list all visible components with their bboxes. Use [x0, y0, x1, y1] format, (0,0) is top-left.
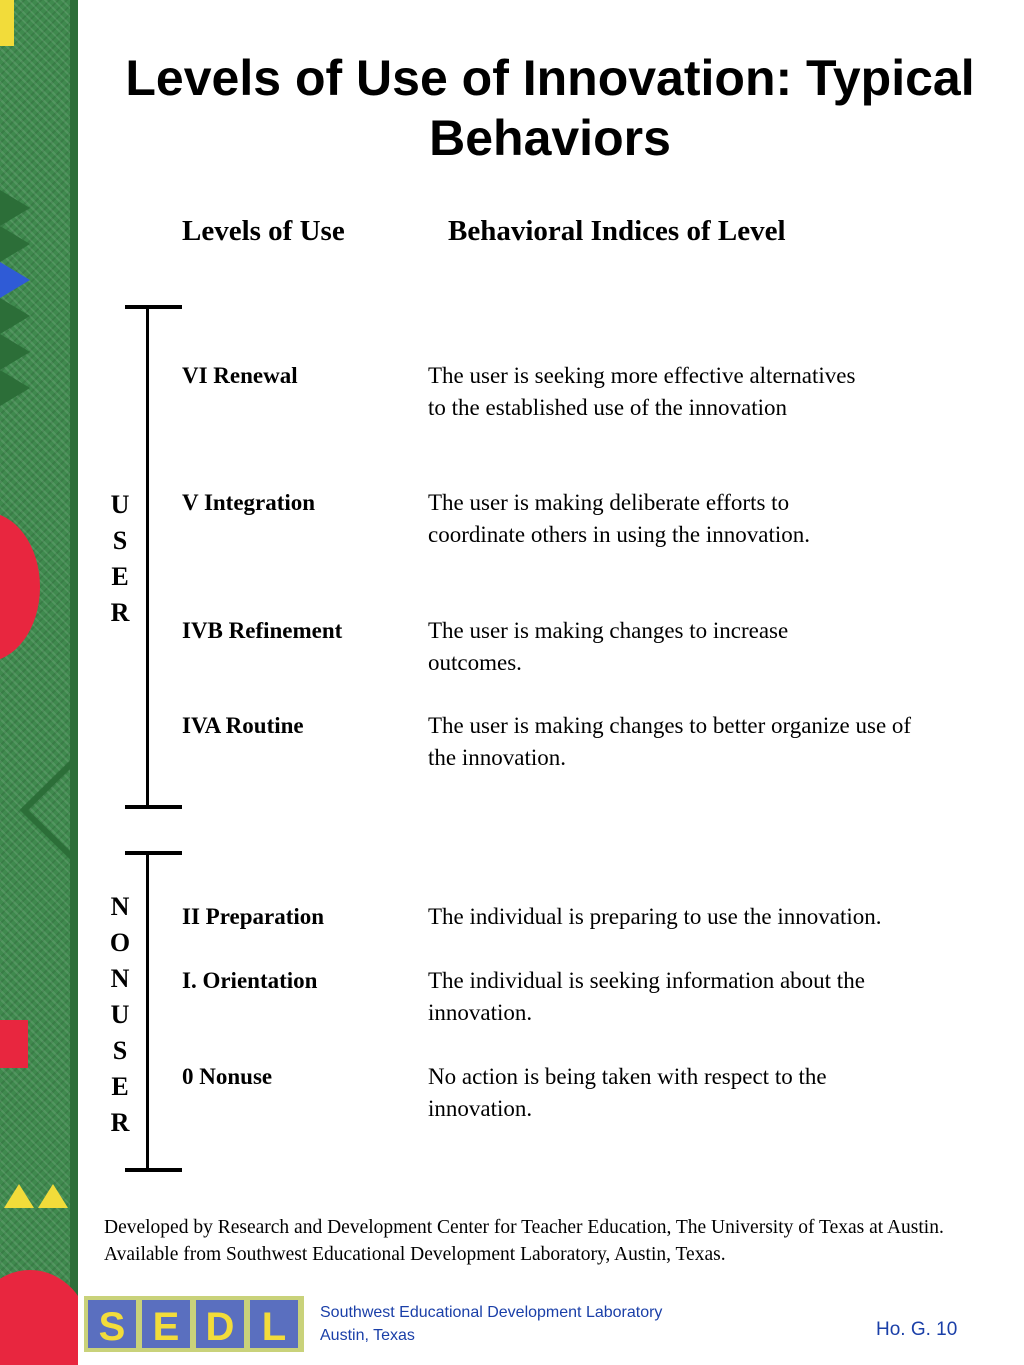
level-name-orientation: I. Orientation	[182, 968, 318, 993]
footer-organization	[320, 1301, 662, 1347]
nonuser-letter: R	[110, 1108, 130, 1137]
page-title: Levels of Use of Innovation: Typical Behaviors	[125, 50, 975, 166]
nonuser-letter: S	[112, 1036, 128, 1065]
level-name-integration: V Integration	[182, 490, 316, 515]
band-edge	[70, 0, 78, 1365]
level-name-preparation: II Preparation	[182, 904, 325, 929]
level-desc-routine: The user is making changes to better organize use of the innovation.	[428, 713, 912, 770]
user-letter: E	[111, 562, 129, 591]
yellow-bar-shape	[0, 0, 14, 46]
sedl-logo	[84, 1296, 304, 1352]
red-circle-shape	[0, 512, 40, 662]
nonuser-letter: N	[110, 964, 130, 993]
level-desc-integration: The user is making deliberate efforts to coordinate others in using the innovation.	[428, 490, 810, 547]
nonuser-letter: N	[110, 892, 130, 921]
nonuser-letter: O	[109, 928, 131, 957]
red-square-shape	[0, 1020, 28, 1068]
footer-org-location: Austin, Texas	[320, 1327, 415, 1344]
logo-letter-e: E	[152, 1305, 180, 1349]
footer-org-name: Southwest Educational Development Laboratory	[320, 1304, 663, 1321]
level-name-refinement: IVB Refinement	[182, 618, 343, 643]
decorative-side-band	[0, 0, 78, 1365]
user-bracket-top	[125, 305, 182, 309]
level-name-renewal: VI Renewal	[182, 363, 298, 388]
levels-of-use-header: Levels of Use	[182, 215, 345, 247]
red-semicircle-shape	[0, 1270, 78, 1365]
behavioral-indices-header: Behavioral Indices of Level	[448, 215, 786, 247]
nonuser-group-label	[105, 889, 135, 1141]
level-desc-preparation: The individual is preparing to use the innovation.	[428, 904, 882, 929]
credit-note: Developed by Research and Development Center for Teacher Education, The University of Texas at Austin. Available from Southwest Educational Development Laboratory, Austin, Texas.	[104, 1217, 944, 1265]
yellow-triangles-shape	[4, 1182, 70, 1210]
level-name-routine: IVA Routine	[182, 713, 304, 738]
user-letter: R	[110, 598, 130, 627]
logo-letter-l: L	[261, 1305, 287, 1349]
level-desc-refinement: The user is making changes to increase outcomes.	[428, 618, 789, 675]
user-group-label	[105, 487, 135, 631]
diamond-outline-shape	[16, 755, 78, 865]
logo-letter-s: S	[98, 1305, 126, 1349]
nonuser-bracket-vertical	[146, 851, 149, 1171]
handout-reference: Ho. G. 10	[876, 1319, 958, 1340]
nonuser-letter: U	[110, 1000, 130, 1029]
user-bracket-bottom	[125, 805, 182, 809]
level-desc-nonuse: No action is being taken with respect to the innovation.	[428, 1064, 827, 1121]
level-name-nonuse: 0 Nonuse	[182, 1064, 273, 1089]
level-desc-renewal: The user is seeking more effective alternatives to the established use of the innovation	[428, 363, 856, 420]
nonuser-bracket-bottom	[125, 1168, 182, 1172]
nonuser-bracket-top	[125, 851, 182, 855]
level-desc-orientation: The individual is seeking information about the innovation.	[428, 968, 865, 1025]
user-bracket-vertical	[146, 305, 149, 808]
logo-letter-d: D	[205, 1305, 235, 1349]
user-letter: U	[110, 490, 130, 519]
triangle-pattern-shape	[0, 190, 40, 410]
user-letter: S	[112, 526, 128, 555]
nonuser-letter: E	[111, 1072, 129, 1101]
